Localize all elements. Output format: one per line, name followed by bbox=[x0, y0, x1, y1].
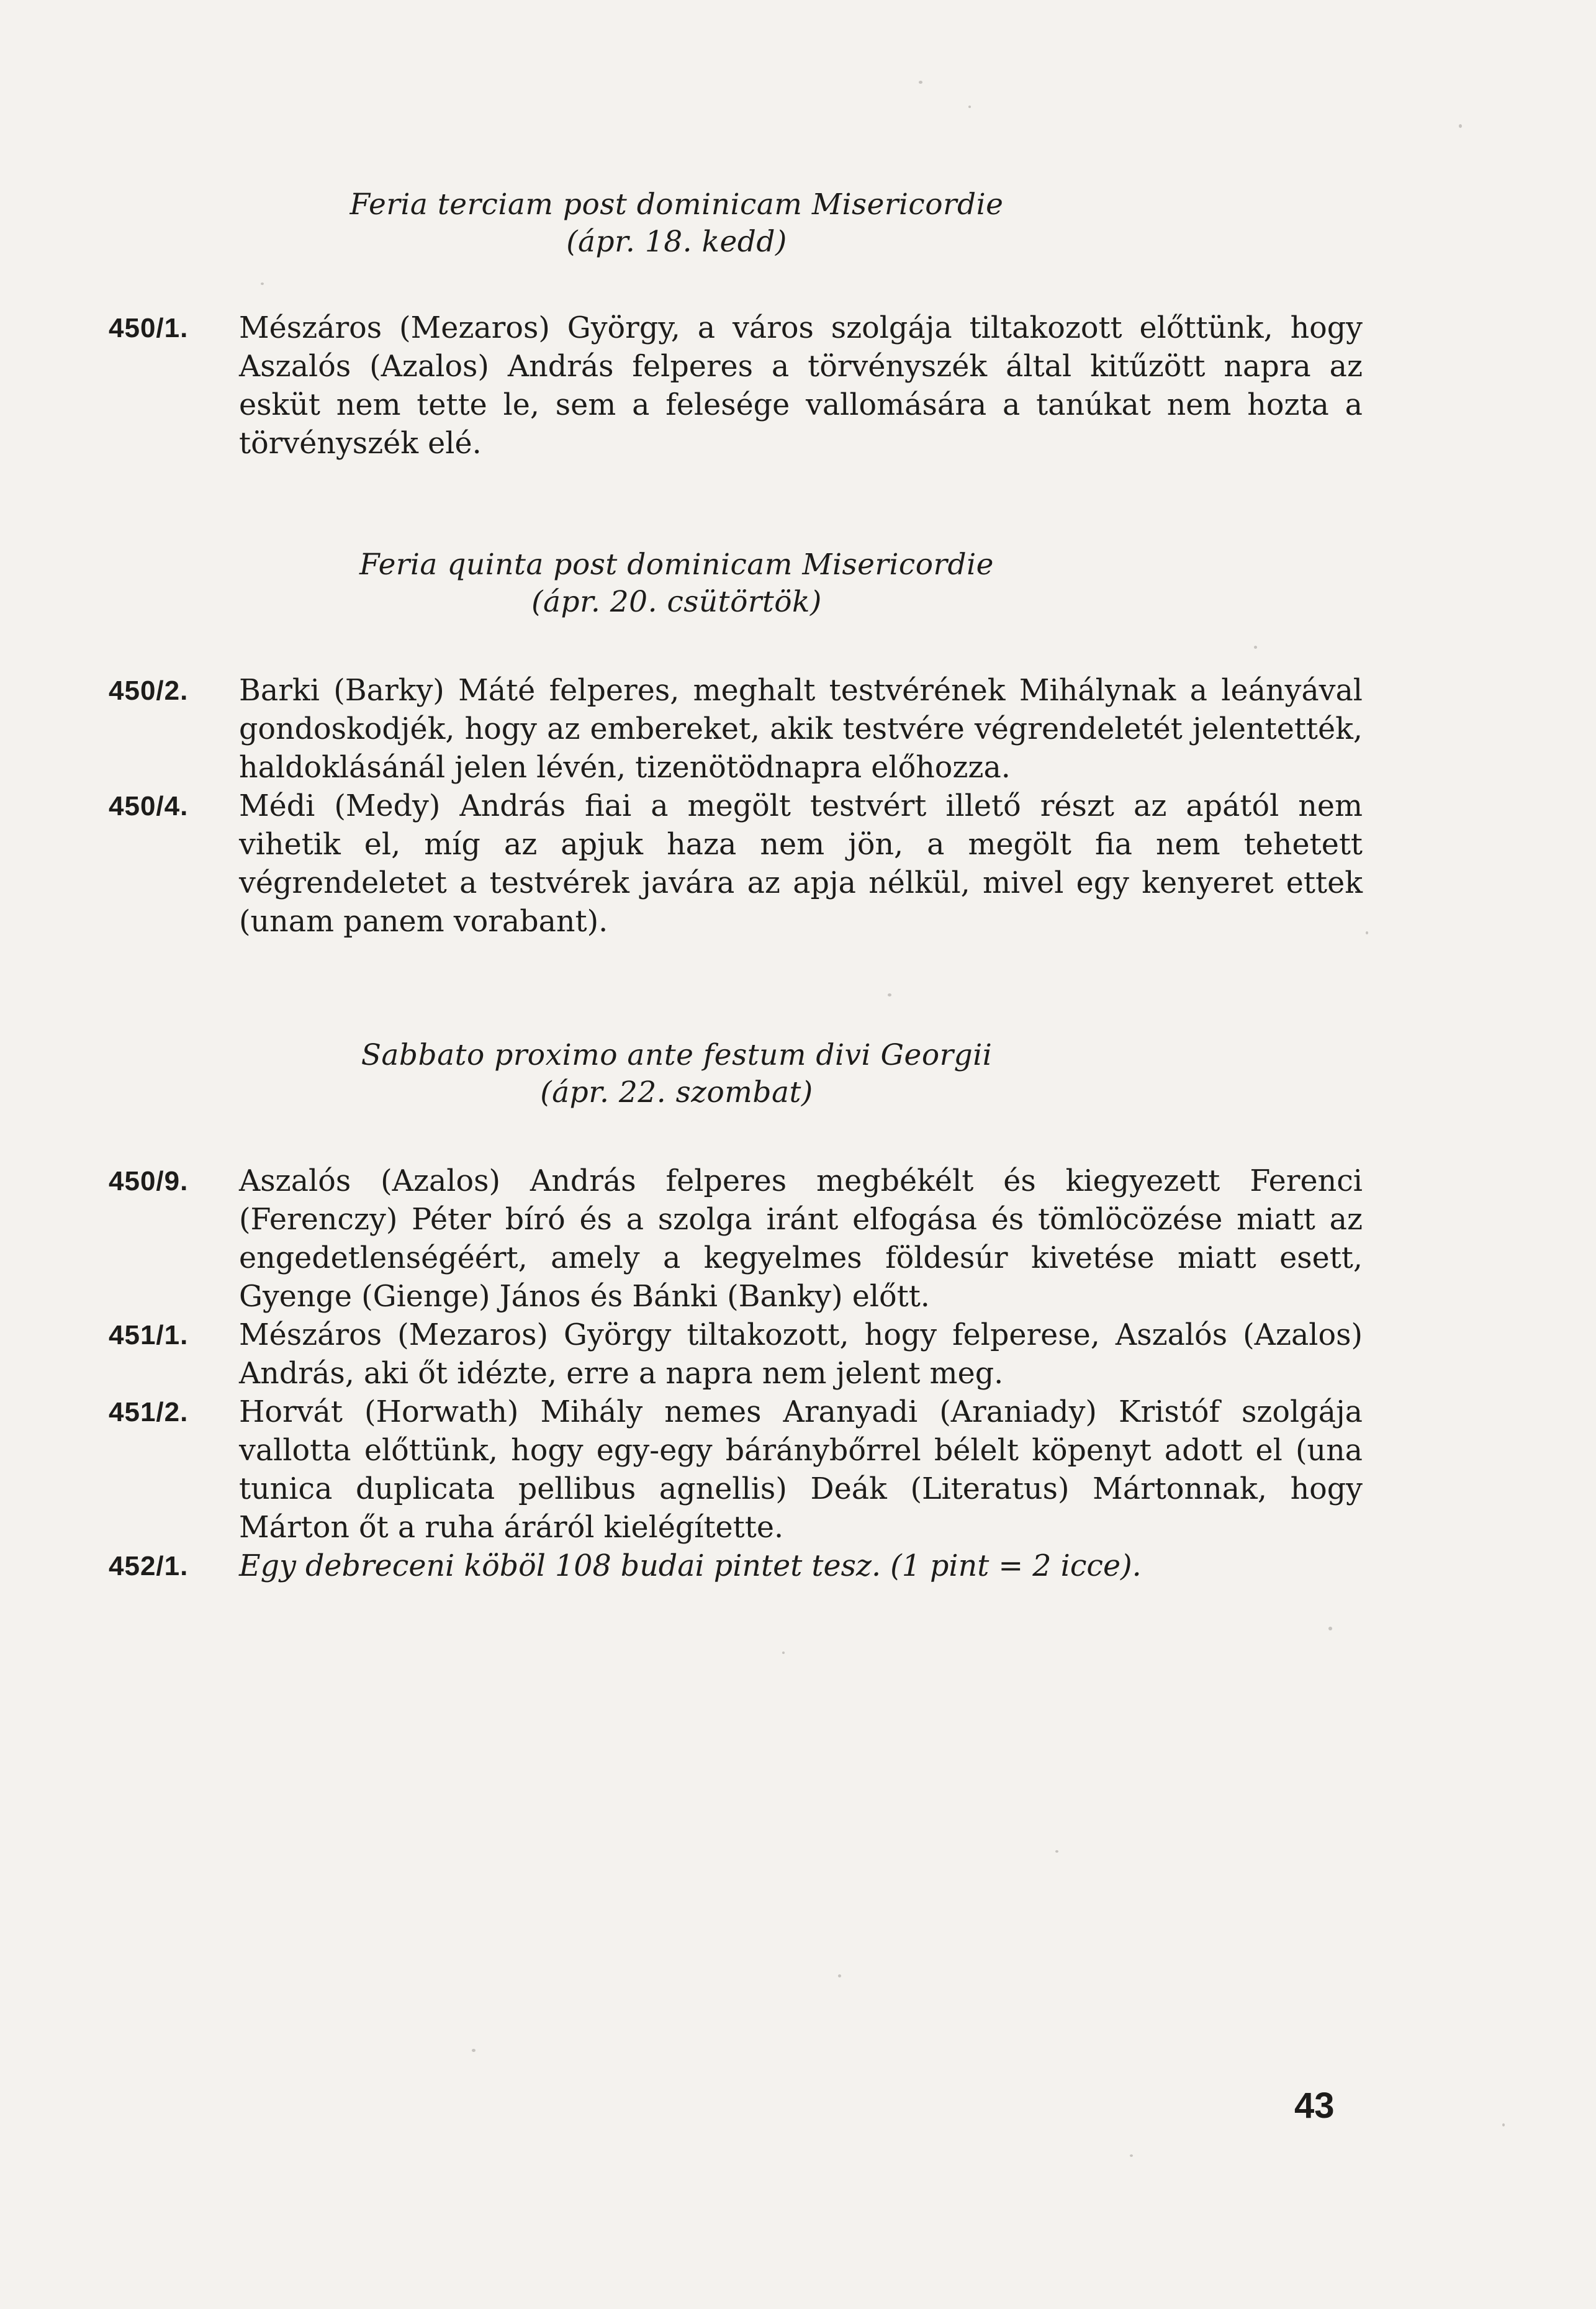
scan-speck bbox=[1366, 931, 1368, 934]
entry-number: 450/9. bbox=[109, 1166, 189, 1196]
heading-date: (ápr. 20. csütörtök) bbox=[531, 585, 822, 619]
entry-text: Mészáros (Mezaros) György, a város szolgája tiltakozott előttünk, hogy Aszalós (Azalos) András felperes a törvényszék által kitűzött napra az esküt nem tette le, sem a felesége vallomására a tanúkat nem hozta a törvényszék elé. bbox=[239, 311, 1363, 461]
scan-speck bbox=[1254, 646, 1257, 649]
entry-number: 450/4. bbox=[109, 791, 189, 821]
entry-text: Médi (Medy) András fiai a megölt testvért illető részt az apától nem vihetik el, míg az apjuk haza nem jön, a megölt fia nem tehetett végrendeletet a testvérek javára az apja nélkül, mivel egy kenyeret ettek (unam panem vorabant). bbox=[239, 789, 1363, 939]
heading-latin: Sabbato proximo ante festum divi Georgii bbox=[361, 1038, 993, 1072]
entry bbox=[109, 787, 1366, 941]
entry bbox=[109, 1393, 1366, 1547]
section-heading bbox=[236, 186, 1117, 261]
entry-text: Barki (Barky) Máté felperes, meghalt testvérének Mihálynak a leányával gondoskodjék, hogy az embereket, akik testvére végrendeletét jelentették, haldoklásánál jelen lévén, tizenötödnapra előhozza. bbox=[239, 674, 1363, 785]
page-number: 43 bbox=[1294, 2085, 1335, 2126]
heading-latin: Feria quinta post dominicam Misericordie bbox=[359, 548, 994, 582]
entry-number: 451/1. bbox=[109, 1320, 189, 1350]
scan-speck bbox=[968, 106, 971, 108]
scan-speck bbox=[1502, 2123, 1505, 2126]
entry-text: Aszalós (Azalos) András felperes megbékélt és kiegyezett Ferenci (Ferenczy) Péter bíró és a szolga iránt elfogása és tömlöcözése miatt az engedetlenségéért, amely a kegyelmes földesúr kivetése miatt esett, Gyenge (Gienge) János és Bánki (Banky) előtt. bbox=[239, 1164, 1363, 1314]
section-heading bbox=[236, 546, 1117, 621]
entry bbox=[109, 1547, 1366, 1586]
heading-date: (ápr. 18. kedd) bbox=[566, 225, 787, 259]
section-heading bbox=[236, 1037, 1117, 1111]
heading-date: (ápr. 22. szombat) bbox=[540, 1075, 813, 1109]
entry-text: Horvát (Horwath) Mihály nemes Aranyadi (Araniady) Kristóf szolgája vallotta előttünk, hogy egy-egy báránybőrrel bélelt köpenyt adott el (una tunica duplicata pellibus agnellis) Deák (Literatus) Mártonnak, hogy Márton őt a ruha áráról kielégítette. bbox=[239, 1395, 1363, 1545]
entry-number: 450/2. bbox=[109, 676, 189, 706]
entry-text: Mészáros (Mezaros) György tiltakozott, hogy felperese, Aszalós (Azalos) András, aki őt idézte, erre a napra nem jelent meg. bbox=[239, 1318, 1363, 1391]
scan-speck bbox=[1130, 2154, 1133, 2157]
scan-speck bbox=[1459, 124, 1462, 128]
heading-latin: Feria terciam post dominicam Misericordie bbox=[349, 188, 1004, 222]
scan-speck bbox=[838, 1974, 841, 1977]
scan-speck bbox=[919, 81, 922, 84]
scan-speck bbox=[261, 282, 264, 285]
entry bbox=[109, 1316, 1366, 1393]
scan-speck bbox=[1328, 1627, 1332, 1630]
entry-number: 452/1. bbox=[109, 1551, 189, 1581]
entry-number: 451/2. bbox=[109, 1397, 189, 1427]
scan-speck bbox=[1055, 1850, 1058, 1853]
entry-text: Egy debreceni köböl 108 budai pintet tesz. (1 pint = 2 icce). bbox=[239, 1549, 1142, 1583]
scan-speck bbox=[782, 1652, 785, 1654]
scan-speck bbox=[472, 2049, 476, 2052]
entry bbox=[109, 672, 1366, 787]
entry bbox=[109, 1162, 1366, 1316]
scan-speck bbox=[888, 993, 891, 996]
entry-number: 450/1. bbox=[109, 313, 189, 343]
entry bbox=[109, 309, 1366, 463]
